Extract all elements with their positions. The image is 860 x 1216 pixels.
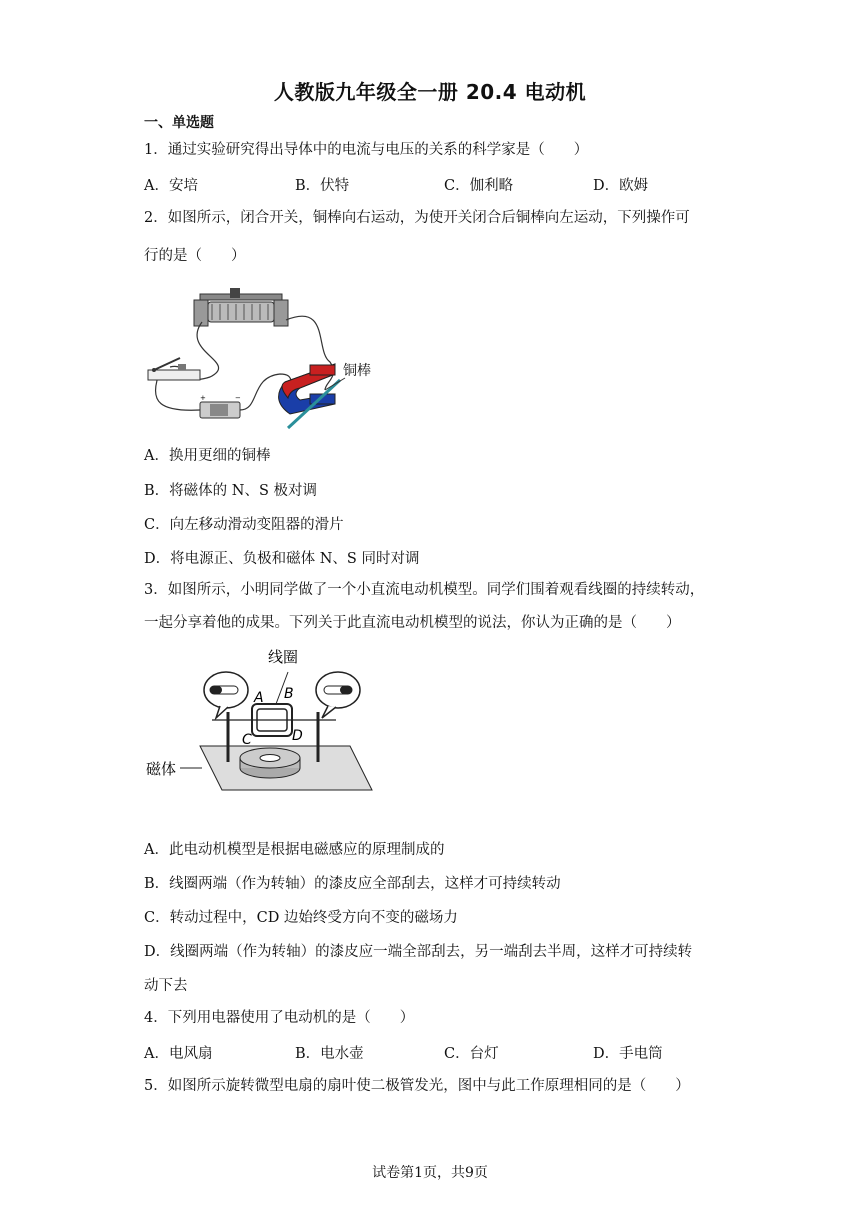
coil-label: 线圈 xyxy=(268,648,299,666)
q3-option-c: C．转动过程中，CD 边始终受方向不变的磁场力 xyxy=(144,910,458,926)
q3-option-d-line1: D．线圈两端（作为转轴）的漆皮应一端全部刮去，另一端刮去半周，这样才可持续转 xyxy=(144,944,693,960)
circuit-figure xyxy=(140,282,390,432)
question-5-stem: 5．如图所示旋转微型电扇的扇叶使二极管发光，图中与此工作原理相同的是（ ） xyxy=(144,1078,690,1094)
q3-option-a: A．此电动机模型是根据电磁感应的原理制成的 xyxy=(144,842,445,858)
page-footer: 试卷第1页，共9页 xyxy=(372,1165,488,1181)
switch-icon xyxy=(148,358,200,380)
q3-option-b: B．线圈两端（作为转轴）的漆皮应全部刮去，这样才可持续转动 xyxy=(144,876,561,892)
question-2-stem-line2: 行的是（ ） xyxy=(144,248,246,264)
section-heading: 一、单选题 xyxy=(144,115,214,131)
question-3-stem-line2: 一起分享着他的成果。下列关于此直流电动机模型的说法，你认为正确的是（ ） xyxy=(144,615,681,631)
q3-option-d-line2: 动下去 xyxy=(144,978,188,994)
copper-rod-label: 铜棒 xyxy=(343,363,371,379)
rheostat-icon xyxy=(194,288,288,326)
question-4-stem: 4．下列用电器使用了电动机的是（ ） xyxy=(144,1010,415,1026)
magnet-ring-icon xyxy=(240,748,300,778)
q2-option-a: A．换用更细的铜棒 xyxy=(144,448,271,464)
right-callout-icon xyxy=(316,672,360,718)
question-2-stem-line1: 2．如图所示，闭合开关，铜棒向右运动，为使开关闭合后铜棒向左运动，下列操作可 xyxy=(144,210,690,226)
q4-option-a: A．电风扇 xyxy=(144,1046,213,1062)
svg-text:−: − xyxy=(235,394,241,402)
q1-option-d: D．欧姆 xyxy=(593,178,649,194)
q4-option-d: D．手电筒 xyxy=(593,1046,663,1062)
q4-option-b: B．电水壶 xyxy=(295,1046,364,1062)
q1-option-a: A．安培 xyxy=(144,178,198,194)
label-b: B xyxy=(284,686,294,702)
motor-model-figure xyxy=(140,640,380,795)
q1-option-c: C．伽利略 xyxy=(444,178,514,194)
question-1-stem: 1．通过实验研究得出导体中的电流与电压的关系的科学家是（ ） xyxy=(144,142,589,158)
q2-option-d: D．将电源正、负极和磁体 N、S 同时对调 xyxy=(144,551,420,567)
svg-text:+: + xyxy=(200,394,206,402)
label-c: C xyxy=(242,732,252,748)
page-title: 人教版九年级全一册 20.4 电动机 xyxy=(273,80,587,104)
battery-icon xyxy=(200,394,241,418)
magnet-label: 磁体 xyxy=(146,760,177,778)
label-d: D xyxy=(292,728,303,744)
left-callout-icon xyxy=(204,672,248,718)
label-a: A xyxy=(254,690,264,706)
q1-option-b: B．伏特 xyxy=(295,178,350,194)
q4-option-c: C．台灯 xyxy=(444,1046,499,1062)
q2-option-c: C．向左移动滑动变阻器的滑片 xyxy=(144,517,344,533)
question-3-stem-line1: 3．如图所示，小明同学做了一个小直流电动机模型。同学们围着观看线圈的持续转动， xyxy=(144,582,705,598)
q2-option-b: B．将磁体的 N、S 极对调 xyxy=(144,483,317,499)
